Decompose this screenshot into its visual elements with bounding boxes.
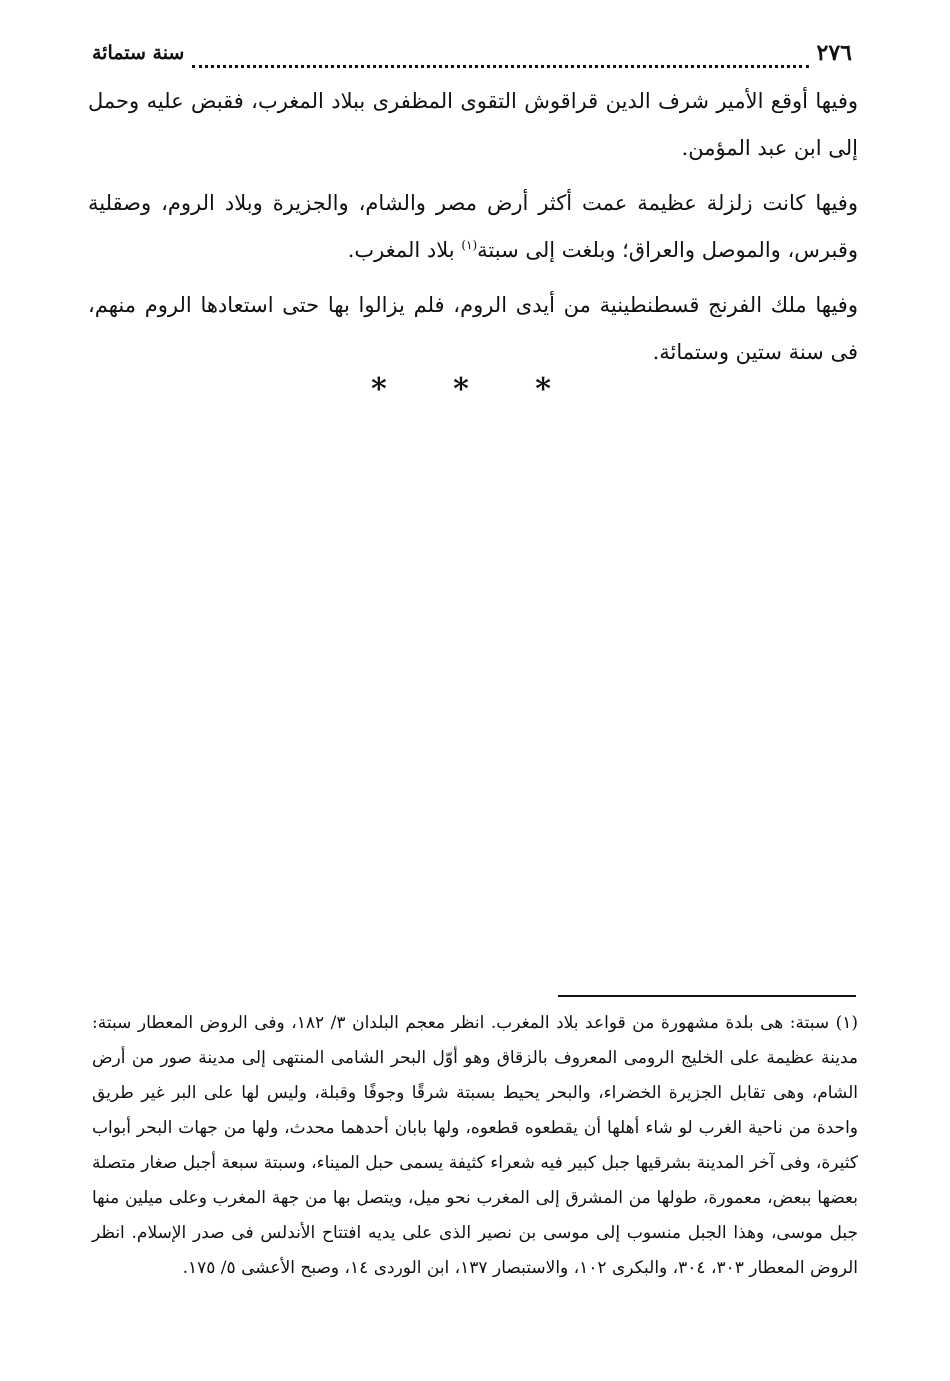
dotted-leader	[192, 51, 808, 68]
footnote-reference: (١)	[461, 238, 478, 252]
paragraph-2-text: وفيها كانت زلزلة عظيمة عمت أكثر أرض مصر والشام، والجزيرة وبلاد الروم، وصقلية وقبرس، والموصل والعراق؛ وبلغت إلى سبتة	[88, 191, 858, 262]
footnotes	[92, 1006, 858, 1286]
paragraph-3: وفيها ملك الفرنج قسطنطينية من أيدى الروم، فلم يزالوا بها حتى استعادها الروم منهم، فى سنة ستين وستمائة.	[88, 293, 858, 364]
main-text	[88, 78, 858, 384]
section-divider: * * *	[371, 372, 579, 407]
footnote-1: (١) سبتة: هى بلدة مشهورة من قواعد بلاد المغرب. انظر معجم البلدان ٣/ ١٨٢، وفى الروض المعطار سبتة: مدينة عظيمة على الخليج الرومى المعروف بالزقاق وهو أوّل البحر الشامى المنتهى إلى مدينة صور من أرض الشام، وهى تقابل الجزيرة الخضراء، والبحر يحيط بسبتة شرقًا وجوفًا وقبلة، وليس لها على البر غير طريق واحدة من ناحية الغرب لو شاء أهلها أن يقطعوه قطعوه، ولها بابان أحدهما محدث، ولها من جهات البحر أبواب كثيرة، وفى آخر المدينة بشرقيها جبل كبير فيه شعراء كثيفة يسمى حبل الميناء، وسبتة سبعة أجبل صغار متصلة بعضها ببعض، معمورة، طولها من المشرق إلى المغرب نحو ميل، ويتصل بها من جهة المغرب وعلى ميلين منها جبل موسى، وهذا الجبل منسوب إلى موسى بن نصير الذى على يديه افتتاح الأندلس فى صدر الإسلام. انظر الروض المعطار ٣٠٣، ٣٠٤، والبكرى ١٠٢، والاستبصار ١٣٧، ابن الوردى ١٤، وصبح الأعشى ٥/ ١٧٥.	[92, 1013, 859, 1278]
running-title: سنة ستمائة	[92, 42, 185, 64]
running-header	[92, 36, 852, 70]
paragraph-1: وفيها أوقع الأمير شرف الدين قراقوش التقوى المظفرى ببلاد المغرب، فقبض عليه وحمل إلى ابن عبد المؤمن.	[88, 89, 858, 160]
paragraph-2-tail: بلاد المغرب.	[347, 238, 462, 262]
paragraph-2	[88, 180, 858, 274]
footnote-separator	[558, 995, 856, 997]
page-number: ٢٧٦	[816, 40, 852, 66]
